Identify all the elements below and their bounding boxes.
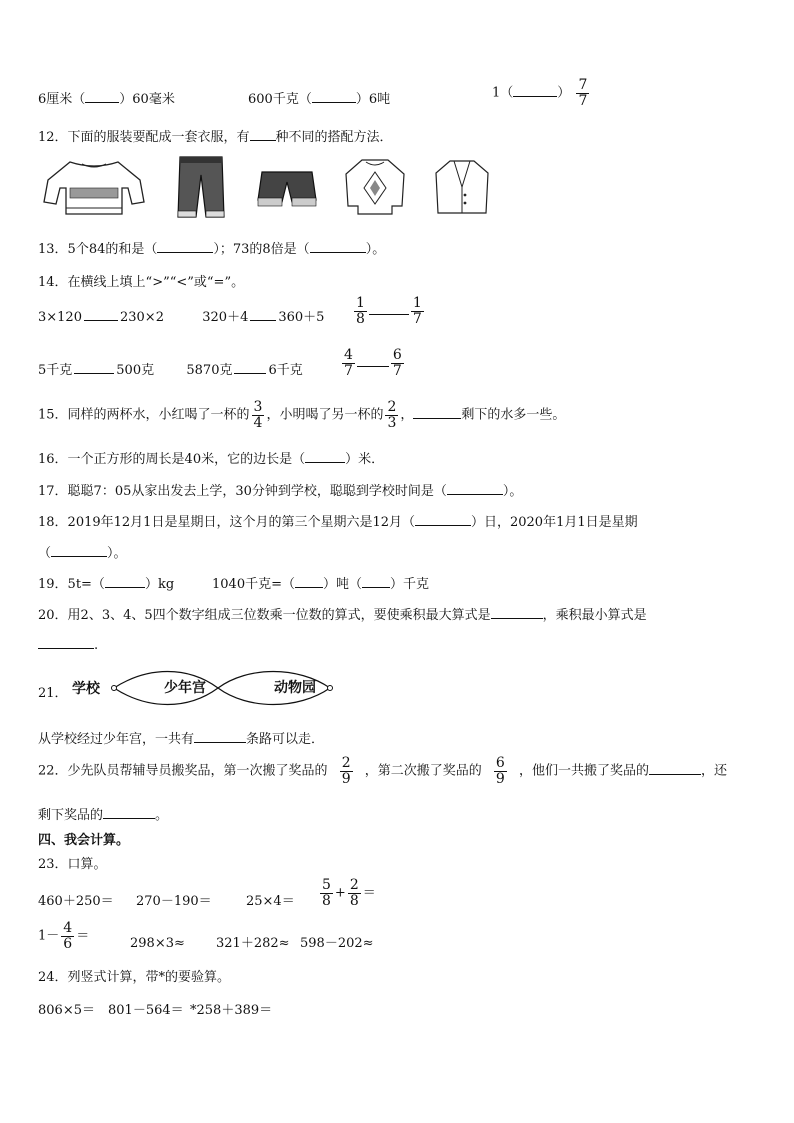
q14-row-1	[38, 306, 324, 325]
question-22-line-2	[38, 804, 168, 823]
question-14: 14．在横线上填上“>”“<”或“=”。	[38, 275, 245, 290]
mental-calc-item: 25×4＝	[246, 894, 295, 909]
fraction: $\frac{3}{4}$	[253, 399, 263, 431]
compare-row-units-c	[492, 78, 591, 108]
mental-calc-item: 270－190＝	[136, 894, 212, 909]
answer-blank[interactable]	[413, 406, 461, 419]
answer-blank[interactable]	[491, 606, 543, 619]
expr: 5千克	[38, 363, 73, 378]
answer-blank[interactable]	[51, 544, 107, 557]
question-20-line-2	[38, 636, 98, 653]
answer-blank[interactable]	[447, 482, 503, 495]
q15-text-a: 15．同样的两杯水，小红喝了一杯的	[38, 407, 250, 423]
compare-b-left: 600千克（	[248, 92, 312, 107]
answer-blank[interactable]	[157, 240, 213, 253]
answer-blank[interactable]	[362, 575, 390, 588]
expr: 6千克	[268, 363, 303, 378]
q22-text-b: ，第二次搬了奖品的	[364, 763, 482, 779]
q20-text-c: .	[94, 638, 99, 653]
answer-blank[interactable]	[305, 450, 345, 463]
q22-text-e: 剩下奖品的	[38, 808, 104, 823]
q16-text-b: ）米．	[345, 452, 385, 467]
q12-text-a: 12．下面的服装要配成一套衣服，有	[38, 130, 250, 145]
question-18	[38, 511, 638, 530]
vertical-calc-item: 806×5＝	[38, 1003, 95, 1018]
question-18-line-2	[38, 542, 127, 561]
plus-sign: +	[334, 885, 346, 901]
q23-row-1	[38, 890, 318, 909]
question-17	[38, 480, 522, 499]
q12-text-b: 种不同的搭配方法．	[275, 130, 393, 145]
answer-blank[interactable]	[369, 302, 409, 315]
answer-blank[interactable]	[513, 84, 557, 97]
question-16	[38, 448, 384, 467]
fraction: $\frac{4}{6}$	[63, 920, 73, 952]
q17-text-a: 17．聪聪7：05从家出发去上学，30分钟到学校，聪聪到学校时间是（	[38, 484, 447, 499]
question-24-title: 24．列竖式计算，带*的要验算。	[38, 970, 231, 985]
question-19-b	[212, 573, 429, 592]
q21-number: 21．	[38, 686, 68, 701]
answer-blank[interactable]	[234, 361, 266, 374]
expr: 3×120	[38, 310, 82, 325]
expr: 230×2	[119, 310, 164, 325]
zoo-label: 动物园	[274, 680, 316, 696]
q13-text-c: ）。	[365, 242, 386, 257]
mental-calc-item: 598－202≈	[300, 936, 374, 951]
answer-blank[interactable]	[649, 762, 701, 775]
q13-text-b: ）；73的8倍是（	[213, 242, 310, 257]
school-label: 学校	[72, 681, 100, 697]
q19-text-d: ）吨（	[322, 577, 362, 592]
expr: 5870克	[186, 363, 233, 378]
expr: 320＋4	[202, 310, 249, 325]
fraction: $\frac{4}{7}$	[344, 347, 353, 379]
q15-text-b: ，小明喝了另一杯的	[266, 407, 384, 423]
answer-blank[interactable]	[250, 128, 276, 141]
q14-row-2	[38, 359, 303, 378]
answer-blank[interactable]	[84, 308, 118, 321]
q24-row	[38, 999, 272, 1018]
answer-blank[interactable]	[74, 361, 114, 374]
fraction: $\frac{2}{3}$	[387, 399, 397, 431]
answer-blank[interactable]	[103, 806, 155, 819]
q18-text-b: ）日，2020年1月1日是星期	[470, 515, 638, 530]
mental-calc-item: 321＋282≈	[216, 936, 290, 951]
mental-calc-item: 460＋250＝	[38, 894, 114, 909]
question-12	[38, 126, 393, 145]
fraction: $\frac{6}{9}$	[495, 755, 505, 787]
jacket-icon	[434, 157, 490, 217]
question-22	[38, 756, 727, 786]
q21-text-b: 条路可以走．	[246, 732, 325, 747]
fraction: $\frac{2}{9}$	[341, 755, 351, 787]
vertical-calc-item: *258＋389＝	[190, 1003, 273, 1018]
fraction: $\frac{7}{7}$	[578, 77, 588, 109]
question-21-text	[38, 728, 324, 747]
fraction: $\frac{1}{8}$	[356, 295, 365, 327]
answer-blank[interactable]	[357, 354, 389, 367]
equals-sign: ＝	[362, 885, 376, 901]
answer-blank[interactable]	[38, 636, 94, 649]
question-15	[38, 400, 565, 430]
sweater-icon	[40, 158, 148, 216]
q22-text-d: ，还	[700, 763, 727, 779]
question-20	[38, 604, 647, 623]
q18-text-a: 18．2019年12月1日是星期日，这个月的第三个星期六是12月（	[38, 515, 415, 530]
q14-row-2-fractions	[340, 348, 406, 378]
q23-row-2	[130, 932, 374, 951]
expr: 500克	[116, 363, 155, 378]
compare-c-left: 1（	[492, 85, 514, 101]
vest-sweater-icon	[342, 156, 408, 218]
q15-text-d: 剩下的水多一些。	[461, 407, 566, 423]
q17-text-b: ）。	[502, 484, 523, 499]
q22-text-f: 。	[155, 808, 169, 823]
answer-blank[interactable]	[310, 240, 366, 253]
compare-c-right: ）	[557, 85, 571, 101]
answer-blank[interactable]	[415, 513, 471, 526]
fraction: $\frac{6}{7}$	[392, 347, 402, 379]
q20-text-a: 20．用2、3、4、5四个数字组成三位数乘一位数的算式，要使乘积最大算式是	[38, 608, 491, 623]
fraction: $\frac{1}{7}$	[412, 295, 422, 327]
section-4-title: 四、我会计算。	[38, 833, 130, 848]
q14-row-1-fractions	[352, 296, 426, 326]
answer-blank[interactable]	[85, 90, 119, 103]
q19-text-a: 19．5t=（	[38, 577, 105, 592]
compare-a-left: 6厘米（	[38, 92, 86, 107]
answer-blank[interactable]	[250, 308, 276, 321]
answer-blank[interactable]	[194, 730, 246, 743]
expr: 360＋5	[278, 310, 325, 325]
q15-text-c: ，	[400, 407, 414, 423]
mental-calc-item: 298×3≈	[130, 936, 185, 951]
q19-text-c: 1040千克=（	[212, 577, 295, 592]
q21-text-a: 从学校经过少年宫，一共有	[38, 732, 195, 747]
q18-text-c: （	[38, 546, 52, 561]
expr: 1－	[38, 928, 60, 944]
answer-blank[interactable]	[312, 90, 356, 103]
answer-blank[interactable]	[105, 575, 145, 588]
equals-sign: ＝	[76, 928, 90, 944]
q20-text-b: ，乘积最小算式是	[542, 608, 647, 623]
q22-text-a: 22．少先队员帮辅导员搬奖品，第一次搬了奖品的	[38, 763, 328, 779]
question-19	[38, 573, 174, 592]
compare-a-right: ）60毫米	[119, 92, 175, 107]
question-23-title: 23．口算。	[38, 857, 107, 872]
q23-row-1-fraction-sum	[318, 878, 376, 908]
vertical-calc-item: 801－564＝	[108, 1003, 184, 1018]
compare-b-right: ）6吨	[355, 92, 391, 107]
answer-blank[interactable]	[295, 575, 323, 588]
trousers-icon	[176, 155, 226, 219]
q19-text-e: ）千克	[390, 577, 430, 592]
q13-text-a: 13．5个84的和是（	[38, 242, 158, 257]
fraction: $\frac{2}{8}$	[349, 877, 359, 909]
q16-text-a: 16．一个正方形的周长是40米，它的边长是（	[38, 452, 306, 467]
fraction: $\frac{5}{8}$	[322, 877, 331, 909]
question-13	[38, 238, 385, 257]
compare-row-units	[38, 88, 175, 107]
compare-row-units-b	[248, 88, 390, 107]
q19-text-b: ）kg	[144, 577, 175, 592]
q23-row-2-fraction	[38, 921, 89, 951]
shorts-icon	[256, 168, 318, 210]
q22-text-c: ，他们一共搬了奖品的	[518, 763, 649, 779]
youth-palace-label: 少年宫	[164, 680, 206, 696]
q18-text-d: ）。	[107, 546, 127, 561]
